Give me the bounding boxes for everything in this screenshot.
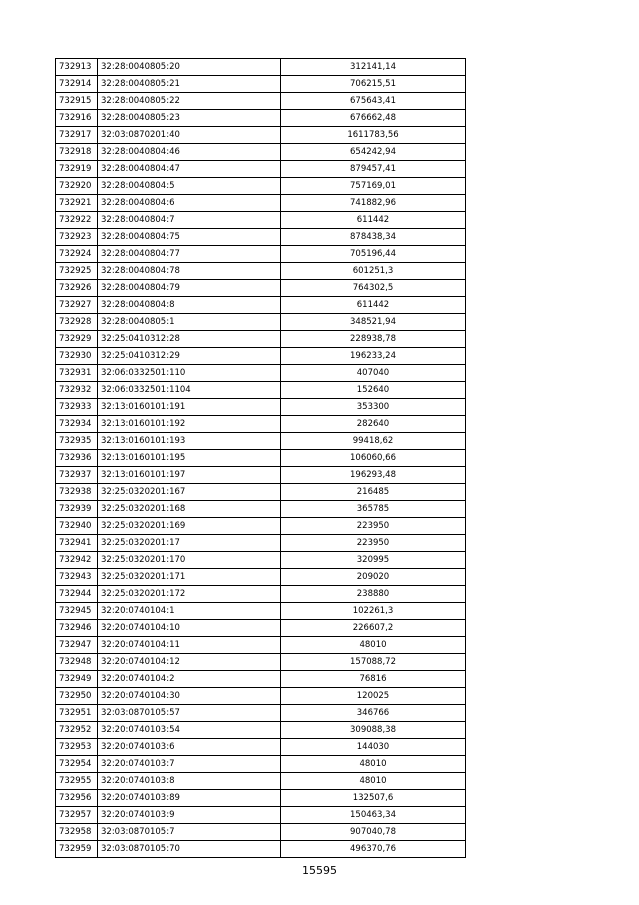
value-cell: 223950: [281, 518, 466, 535]
cadastral-number-cell: 32:25:0320201:170: [98, 552, 281, 569]
cadastral-number-cell: 32:20:0740103:7: [98, 756, 281, 773]
table-row: [56, 212, 466, 229]
value-cell: 675643,41: [281, 93, 466, 110]
row-id-cell: 732928: [56, 314, 98, 331]
value-cell: 1611783,56: [281, 127, 466, 144]
row-id-cell: 732937: [56, 467, 98, 484]
table-row: [56, 773, 466, 790]
table-row: [56, 59, 466, 76]
row-id-cell: 732934: [56, 416, 98, 433]
row-id-cell: 732952: [56, 722, 98, 739]
table-row: [56, 229, 466, 246]
table-row: [56, 110, 466, 127]
value-cell: 309088,38: [281, 722, 466, 739]
value-cell: 611442: [281, 297, 466, 314]
cadastral-number-cell: 32:28:0040804:5: [98, 178, 281, 195]
cadastral-number-cell: 32:20:0740104:12: [98, 654, 281, 671]
table-row: [56, 518, 466, 535]
row-id-cell: 732929: [56, 331, 98, 348]
table-row: [56, 76, 466, 93]
cadastral-number-cell: 32:28:0040804:8: [98, 297, 281, 314]
table-row: [56, 246, 466, 263]
row-id-cell: 732940: [56, 518, 98, 535]
cadastral-number-cell: 32:28:0040804:6: [98, 195, 281, 212]
value-cell: 346766: [281, 705, 466, 722]
cadastral-number-cell: 32:28:0040804:46: [98, 144, 281, 161]
row-id-cell: 732915: [56, 93, 98, 110]
row-id-cell: 732947: [56, 637, 98, 654]
table-row: [56, 841, 466, 858]
row-id-cell: 732916: [56, 110, 98, 127]
table-row: [56, 314, 466, 331]
row-id-cell: 732944: [56, 586, 98, 603]
row-id-cell: 732933: [56, 399, 98, 416]
row-id-cell: 732939: [56, 501, 98, 518]
value-cell: 76816: [281, 671, 466, 688]
data-table: [55, 58, 466, 858]
row-id-cell: 732936: [56, 450, 98, 467]
table-row: [56, 484, 466, 501]
value-cell: 312141,14: [281, 59, 466, 76]
table-row: [56, 399, 466, 416]
table-row: [56, 348, 466, 365]
value-cell: 496370,76: [281, 841, 466, 858]
cadastral-number-cell: 32:25:0320201:172: [98, 586, 281, 603]
cadastral-number-cell: 32:20:0740104:30: [98, 688, 281, 705]
cadastral-number-cell: 32:06:0332501:110: [98, 365, 281, 382]
cadastral-number-cell: 32:25:0320201:167: [98, 484, 281, 501]
table-row: [56, 688, 466, 705]
cadastral-number-cell: 32:13:0160101:195: [98, 450, 281, 467]
cadastral-number-cell: 32:13:0160101:191: [98, 399, 281, 416]
value-cell: 601251,3: [281, 263, 466, 280]
cadastral-number-cell: 32:20:0740103:9: [98, 807, 281, 824]
row-id-cell: 732919: [56, 161, 98, 178]
value-cell: 48010: [281, 756, 466, 773]
value-cell: 353300: [281, 399, 466, 416]
cadastral-number-cell: 32:13:0160101:192: [98, 416, 281, 433]
row-id-cell: 732959: [56, 841, 98, 858]
value-cell: 226607,2: [281, 620, 466, 637]
value-cell: 654242,94: [281, 144, 466, 161]
table-row: [56, 535, 466, 552]
value-cell: 348521,94: [281, 314, 466, 331]
value-cell: 879457,41: [281, 161, 466, 178]
row-id-cell: 732938: [56, 484, 98, 501]
value-cell: 157088,72: [281, 654, 466, 671]
value-cell: 676662,48: [281, 110, 466, 127]
value-cell: 106060,66: [281, 450, 466, 467]
table-row: [56, 382, 466, 399]
table-row: [56, 654, 466, 671]
row-id-cell: 732926: [56, 280, 98, 297]
table-row: [56, 161, 466, 178]
table-row: [56, 297, 466, 314]
row-id-cell: 732917: [56, 127, 98, 144]
table-row: [56, 586, 466, 603]
value-cell: 741882,96: [281, 195, 466, 212]
cadastral-number-cell: 32:20:0740103:6: [98, 739, 281, 756]
cadastral-number-cell: 32:03:0870105:7: [98, 824, 281, 841]
cadastral-number-cell: 32:28:0040805:21: [98, 76, 281, 93]
table-row: [56, 671, 466, 688]
value-cell: 757169,01: [281, 178, 466, 195]
cadastral-number-cell: 32:28:0040804:78: [98, 263, 281, 280]
table-row: [56, 552, 466, 569]
value-cell: 48010: [281, 637, 466, 654]
table-row: [56, 739, 466, 756]
row-id-cell: 732942: [56, 552, 98, 569]
table-row: [56, 569, 466, 586]
table-row: [56, 280, 466, 297]
cadastral-number-cell: 32:25:0410312:29: [98, 348, 281, 365]
value-cell: 407040: [281, 365, 466, 382]
table-row: [56, 433, 466, 450]
table-row: [56, 620, 466, 637]
table-row: [56, 807, 466, 824]
value-cell: 102261,3: [281, 603, 466, 620]
value-cell: 196293,48: [281, 467, 466, 484]
row-id-cell: 732914: [56, 76, 98, 93]
cadastral-number-cell: 32:20:0740104:2: [98, 671, 281, 688]
row-id-cell: 732921: [56, 195, 98, 212]
value-cell: 764302,5: [281, 280, 466, 297]
table-row: [56, 637, 466, 654]
cadastral-number-cell: 32:28:0040804:47: [98, 161, 281, 178]
cadastral-number-cell: 32:25:0410312:28: [98, 331, 281, 348]
cadastral-number-cell: 32:20:0740104:10: [98, 620, 281, 637]
value-cell: 238880: [281, 586, 466, 603]
value-cell: 209020: [281, 569, 466, 586]
table-row: [56, 450, 466, 467]
table-row: [56, 722, 466, 739]
table-body: [56, 59, 466, 858]
cadastral-number-cell: 32:03:0870201:40: [98, 127, 281, 144]
cadastral-number-cell: 32:28:0040805:22: [98, 93, 281, 110]
row-id-cell: 732913: [56, 59, 98, 76]
cadastral-number-cell: 32:28:0040804:75: [98, 229, 281, 246]
table-row: [56, 467, 466, 484]
cadastral-number-cell: 32:20:0740104:1: [98, 603, 281, 620]
row-id-cell: 732946: [56, 620, 98, 637]
row-id-cell: 732945: [56, 603, 98, 620]
cadastral-number-cell: 32:28:0040804:7: [98, 212, 281, 229]
cadastral-number-cell: 32:25:0320201:17: [98, 535, 281, 552]
value-cell: 150463,34: [281, 807, 466, 824]
row-id-cell: 732922: [56, 212, 98, 229]
cadastral-number-cell: 32:28:0040805:20: [98, 59, 281, 76]
table-row: [56, 756, 466, 773]
row-id-cell: 732955: [56, 773, 98, 790]
table-row: [56, 127, 466, 144]
table-row: [56, 603, 466, 620]
value-cell: 223950: [281, 535, 466, 552]
cadastral-number-cell: 32:03:0870105:57: [98, 705, 281, 722]
page-number: 15595: [302, 864, 337, 877]
row-id-cell: 732958: [56, 824, 98, 841]
row-id-cell: 732918: [56, 144, 98, 161]
cadastral-number-cell: 32:28:0040804:77: [98, 246, 281, 263]
value-cell: 216485: [281, 484, 466, 501]
row-id-cell: 732954: [56, 756, 98, 773]
cadastral-number-cell: 32:13:0160101:197: [98, 467, 281, 484]
cadastral-number-cell: 32:13:0160101:193: [98, 433, 281, 450]
cadastral-number-cell: 32:28:0040805:1: [98, 314, 281, 331]
cadastral-number-cell: 32:20:0740104:11: [98, 637, 281, 654]
value-cell: 282640: [281, 416, 466, 433]
row-id-cell: 732941: [56, 535, 98, 552]
row-id-cell: 732927: [56, 297, 98, 314]
cadastral-number-cell: 32:20:0740103:54: [98, 722, 281, 739]
row-id-cell: 732953: [56, 739, 98, 756]
table-row: [56, 365, 466, 382]
row-id-cell: 732943: [56, 569, 98, 586]
value-cell: 705196,44: [281, 246, 466, 263]
row-id-cell: 732950: [56, 688, 98, 705]
table-row: [56, 824, 466, 841]
value-cell: 120025: [281, 688, 466, 705]
value-cell: 365785: [281, 501, 466, 518]
table-row: [56, 93, 466, 110]
cadastral-number-cell: 32:25:0320201:168: [98, 501, 281, 518]
value-cell: 228938,78: [281, 331, 466, 348]
value-cell: 320995: [281, 552, 466, 569]
table-row: [56, 501, 466, 518]
row-id-cell: 732924: [56, 246, 98, 263]
row-id-cell: 732932: [56, 382, 98, 399]
row-id-cell: 732949: [56, 671, 98, 688]
table-row: [56, 790, 466, 807]
table-row: [56, 144, 466, 161]
table-row: [56, 705, 466, 722]
cadastral-number-cell: 32:28:0040804:79: [98, 280, 281, 297]
row-id-cell: 732957: [56, 807, 98, 824]
table-row: [56, 178, 466, 195]
table-row: [56, 263, 466, 280]
cadastral-number-cell: 32:25:0320201:171: [98, 569, 281, 586]
value-cell: 196233,24: [281, 348, 466, 365]
table-row: [56, 195, 466, 212]
row-id-cell: 732956: [56, 790, 98, 807]
row-id-cell: 732923: [56, 229, 98, 246]
row-id-cell: 732925: [56, 263, 98, 280]
cadastral-number-cell: 32:20:0740103:89: [98, 790, 281, 807]
value-cell: 132507,6: [281, 790, 466, 807]
cadastral-number-cell: 32:06:0332501:1104: [98, 382, 281, 399]
table-row: [56, 331, 466, 348]
row-id-cell: 732930: [56, 348, 98, 365]
cadastral-number-cell: 32:03:0870105:70: [98, 841, 281, 858]
value-cell: 706215,51: [281, 76, 466, 93]
value-cell: 611442: [281, 212, 466, 229]
table-row: [56, 416, 466, 433]
value-cell: 152640: [281, 382, 466, 399]
value-cell: 144030: [281, 739, 466, 756]
row-id-cell: 732948: [56, 654, 98, 671]
cadastral-number-cell: 32:28:0040805:23: [98, 110, 281, 127]
value-cell: 48010: [281, 773, 466, 790]
row-id-cell: 732951: [56, 705, 98, 722]
cadastral-number-cell: 32:20:0740103:8: [98, 773, 281, 790]
cadastral-number-cell: 32:25:0320201:169: [98, 518, 281, 535]
row-id-cell: 732920: [56, 178, 98, 195]
value-cell: 907040,78: [281, 824, 466, 841]
value-cell: 878438,34: [281, 229, 466, 246]
row-id-cell: 732935: [56, 433, 98, 450]
value-cell: 99418,62: [281, 433, 466, 450]
row-id-cell: 732931: [56, 365, 98, 382]
